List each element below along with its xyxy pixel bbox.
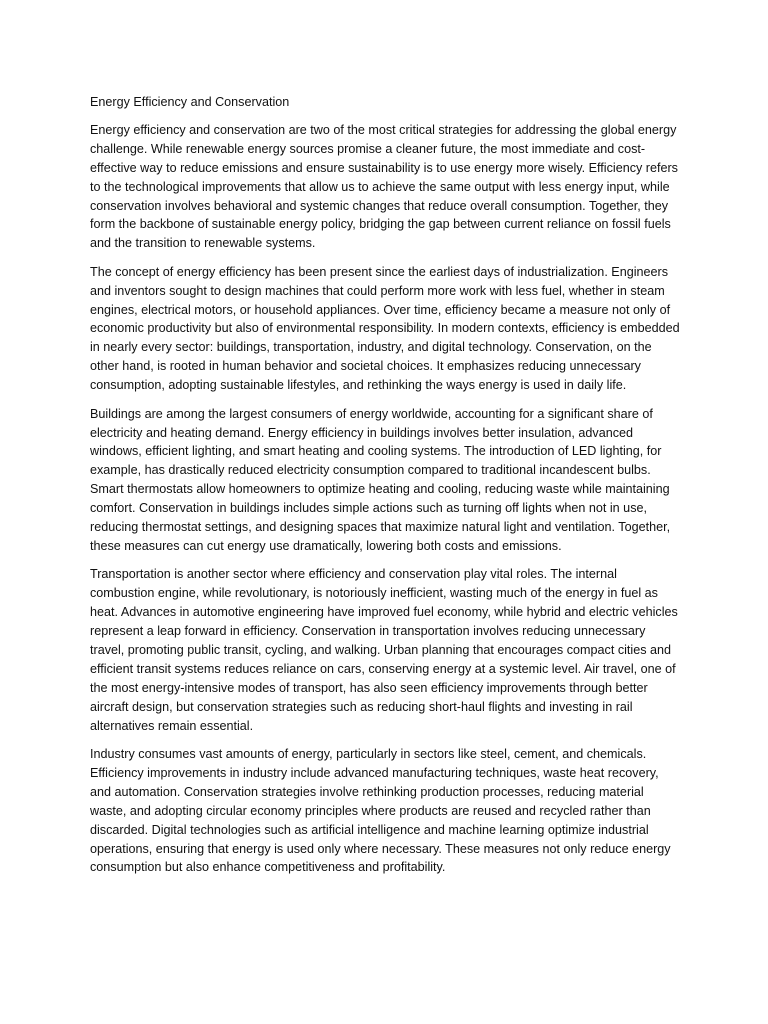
document-title: Energy Efficiency and Conservation	[90, 95, 290, 109]
paragraph-buildings: Buildings are among the largest consumers of energy worldwide, accounting for a significant share of electricity and heating demand. Energy efficiency in buildings involves better insulation, advanced windows, efficient lighting, and smart heating and cooling systems. The introduction of LED lighting, for example, has drastically reduced electricity consumption compared to traditional incandescent bulbs. Smart thermostats allow homeowners to optimize heating and cooling, reducing waste while maintaining comfort. Conservation in buildings includes simple actions such as turning off lights when not in use, reducing thermostat settings, and designing spaces that maximize natural light and ventilation. Together, these measures can cut energy use dramatically, lowering both costs and emissions.	[90, 406, 671, 553]
document-page	[90, 93, 680, 887]
paragraph-intro: Energy efficiency and conservation are two of the most critical strategies for addressing the global energy challenge. While renewable energy sources promise a cleaner future, the most immediate and cost-effective way to reduce emissions and ensure sustainability is to use energy more wisely. Efficiency refers to the technological improvements that allow us to achieve the same output with less energy input, while conservation involves behavioral and systemic changes that reduce overall consumption. Together, they form the backbone of sustainable energy policy, bridging the gap between current reliance on fossil fuels and the transition to renewable systems.	[90, 122, 678, 251]
paragraph-concept: The concept of energy efficiency has been present since the earliest days of industrialization. Engineers and inventors sought to design machines that could perform more work with less fuel, whether in steam engines, electrical motors, or household appliances. Over time, efficiency became a measure not only of economic productivity but also of environmental responsibility. In modern contexts, efficiency is embedded in nearly every sector: buildings, transportation, industry, and digital technology. Conservation, on the other hand, is rooted in human behavior and societal choices. It emphasizes reducing unnecessary consumption, adopting sustainable lifestyles, and rethinking the ways energy is used in daily life.	[90, 264, 680, 393]
paragraph-industry: Industry consumes vast amounts of energy, particularly in sectors like steel, cement, and chemicals. Efficiency improvements in industry include advanced manufacturing techniques, waste heat recovery, and automation. Conservation strategies involve rethinking production processes, reducing material waste, and adopting circular economy principles where products are reused and recycled rather than discarded. Digital technologies such as artificial intelligence and machine learning optimize industrial operations, ensuring that energy is used only where necessary. These measures not only reduce energy consumption but also enhance competitiveness and profitability.	[90, 747, 671, 875]
paragraph-transportation: Transportation is another sector where efficiency and conservation play vital roles. The internal combustion engine, while revolutionary, is notoriously inefficient, wasting much of the energy in fuel as heat. Advances in automotive engineering have improved fuel economy, while hybrid and electric vehicles represent a leap forward in efficiency. Conservation in transportation involves reducing unnecessary travel, promoting public transit, cycling, and walking. Urban planning that encourages compact cities and efficient transit systems reduces reliance on cars, conserving energy at a systemic level. Air travel, one of the most energy-intensive modes of transport, has also seen efficiency improvements through better aircraft design, but conservation strategies such as reducing short-haul flights and investing in rail alternatives remain essential.	[90, 567, 678, 733]
